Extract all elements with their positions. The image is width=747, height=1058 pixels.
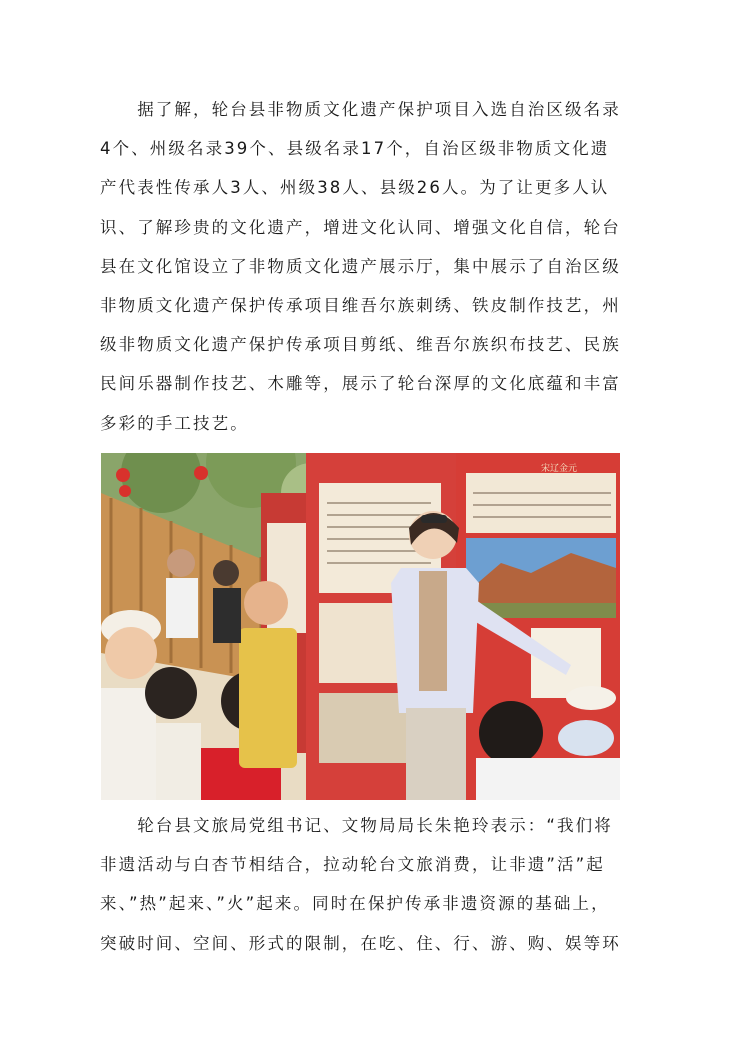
- text-line: 据了解，轮台县非物质文化遗产保护项目入选自治区级名录: [100, 100, 621, 119]
- text-line: 突破时间、空间、形式的限制，在吃、住、行、游、购、娱等环: [100, 933, 621, 953]
- text-line: 民间乐器制作技艺、木雕等，展示了轮台深厚的文化底蕴和丰富: [100, 374, 621, 394]
- exhibition-photo: [101, 453, 620, 800]
- text-line: 4个、州级名录39个、县级名录17个，自治区级非物质文化遗: [100, 139, 610, 159]
- text-line: 产代表性传承人3人、州级38人、县级26人。为了让更多人认: [100, 178, 610, 198]
- panel-heading: 宋辽金元: [541, 464, 578, 474]
- paragraph-official-quote: [100, 806, 645, 963]
- text-line: 县在文化馆设立了非物质文化遗产展示厅，集中展示了自治区级: [100, 256, 621, 276]
- text-line: 多彩的手工技艺。: [100, 413, 249, 433]
- text-line: 非物质文化遗产保护传承项目维吾尔族刺绣、铁皮制作技艺，州: [100, 295, 621, 315]
- text-line: 轮台县文旅局党组书记、文物局局长朱艳玲表示：“我们将: [100, 816, 613, 835]
- text-line: 识、了解珍贵的文化遗产，增进文化认同、增强文化自信，轮台: [100, 217, 621, 237]
- paragraph-heritage-list: [100, 90, 645, 443]
- text-line: 非遗活动与白杏节相结合，拉动轮台文旅消费，让非遗”活”起: [100, 855, 605, 875]
- text-line: 来、”热”起来、”火”起来。同时在保护传承非遗资源的基础上，: [100, 894, 610, 914]
- text-line: 级非物质文化遗产保护传承项目剪纸、维吾尔族织布技艺、民族: [100, 335, 621, 355]
